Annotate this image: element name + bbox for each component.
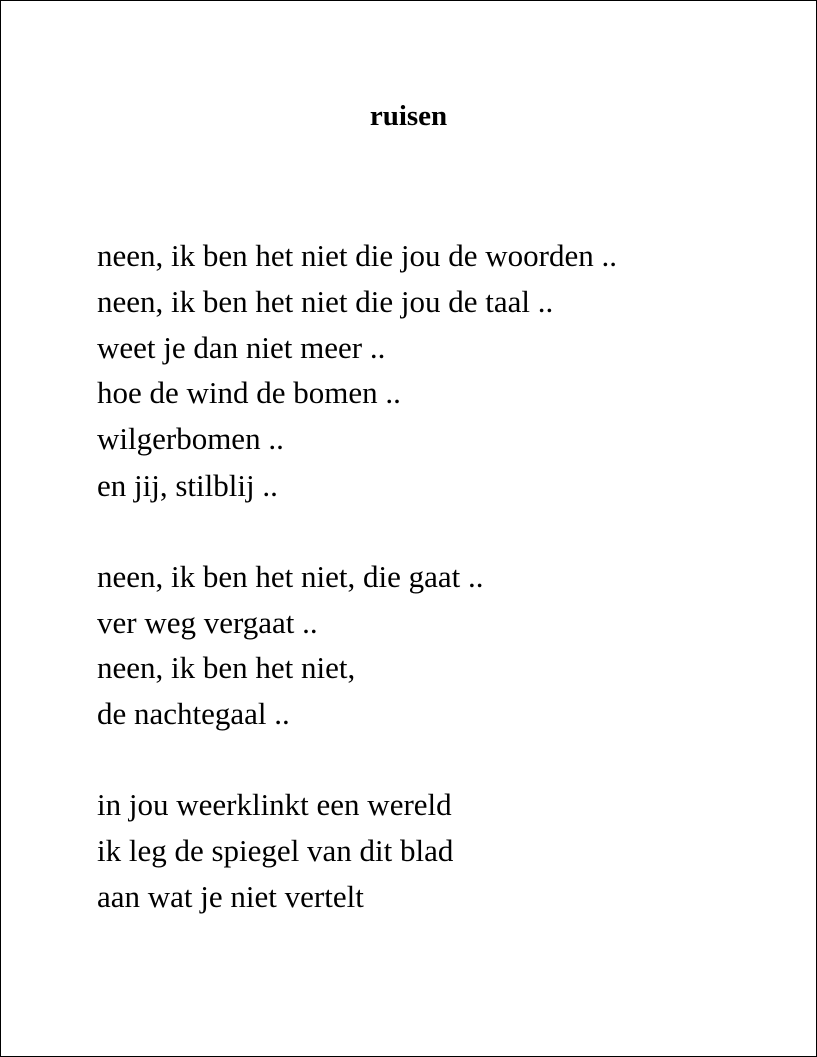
poem-line: hoe de wind de bomen .. xyxy=(97,375,401,410)
poem-line: neen, ik ben het niet die jou de woorden .. xyxy=(97,238,617,273)
poem-line: ik leg de spiegel van dit blad xyxy=(97,833,454,868)
poem-line: in jou weerklinkt een wereld xyxy=(97,787,452,822)
poem-line: weet je dan niet meer .. xyxy=(97,330,386,365)
poem-line: en jij, stilblij .. xyxy=(97,468,278,503)
poem-line: wilgerbomen .. xyxy=(97,421,284,456)
poem-line: de nachtegaal .. xyxy=(97,696,290,731)
poem-title: ruisen xyxy=(369,100,448,132)
poem-line: neen, ik ben het niet, die gaat .. xyxy=(97,559,484,594)
poem-line: neen, ik ben het niet die jou de taal .. xyxy=(97,284,554,319)
poem-line: ver weg vergaat .. xyxy=(97,605,318,640)
poem-line: aan wat je niet vertelt xyxy=(97,879,364,914)
poem-line: neen, ik ben het niet, xyxy=(97,650,356,685)
